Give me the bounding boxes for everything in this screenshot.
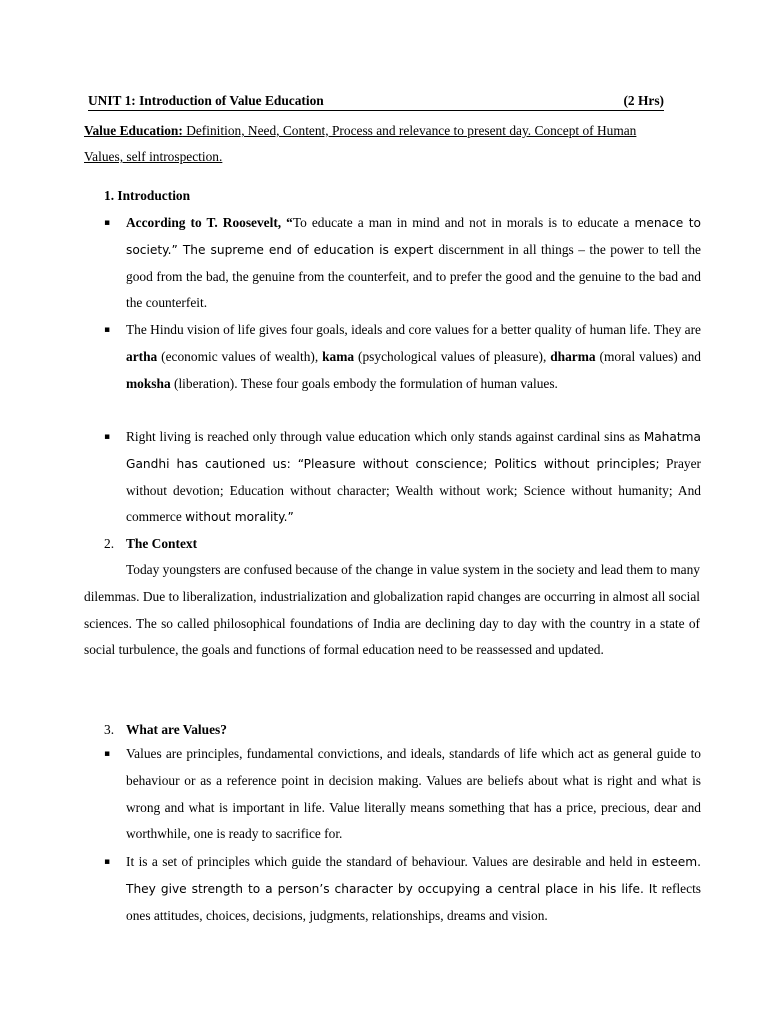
bullet-text: The Hindu vision of life gives four goals, ideals and core values for a better quality of human life. They are artha (economic values of wealth), kama (psychological values of pleasure), dharma (moral values) and moksha (liberation). These four goals embody the formulation of human values. bbox=[126, 322, 701, 391]
bullet-icon: ▪ bbox=[104, 857, 111, 867]
section-number: 3. bbox=[104, 722, 115, 737]
bullet-icon: ▪ bbox=[104, 325, 111, 335]
topic-label: Value Education: bbox=[84, 123, 183, 138]
list-item bbox=[104, 849, 704, 929]
list-item bbox=[104, 210, 704, 317]
section-heading-context: The Context bbox=[126, 536, 198, 551]
unit-title: UNIT 1: Introduction of Value Education bbox=[88, 93, 324, 108]
topic-text: Definition, Need, Content, Process and relevance to present day. Concept of Human Values, self introspection. bbox=[84, 123, 637, 164]
topic-line bbox=[84, 118, 674, 170]
section-heading-introduction: 1. Introduction bbox=[104, 188, 191, 203]
unit-heading bbox=[88, 92, 664, 111]
bullet-icon: ▪ bbox=[104, 749, 111, 759]
bullet-text: Values are principles, fundamental convictions, and ideals, standards of life which act as general guide to behaviour or as a reference point in decision making. Values are beliefs about what is right and what is wrong and what is important in life. Value literally means something that has a price, precious, dear and worthwhile, one is ready to sacrifice for. bbox=[126, 746, 701, 842]
list-item bbox=[104, 424, 704, 531]
bullet-text: Right living is reached only through value education which only stands against cardinal sins as Mahatma Gandhi has cautioned us: “Pleasure without conscience; Politics without principles; Prayer without devotion; Education without character; Wealth without work; Science without humanity; And commerce without morality.” bbox=[126, 429, 702, 525]
bullet-text: According to T. Roosevelt, “To educate a man in mind and not in morals is to educate a menace to society.” The supreme end of education is expert discernment in all things – the power to tell the good from the bad, the genuine from the counterfeit, and to prefer the good and the genuine to the bad and the counterfeit. bbox=[126, 215, 701, 311]
section-number: 2. bbox=[104, 536, 115, 551]
context-paragraph: Today youngsters are confused because of the change in value system in the society and lead them to many dilemmas. Due to liberalization, industrialization and globalization rapid changes are occurring in almost all social sciences. The so called philosophical foundations of India are declining day to day with the country in a state of social turbulence, the goals and functions of formal education need to be reassessed and updated. bbox=[84, 562, 700, 658]
unit-hours: (2 Hrs) bbox=[623, 93, 664, 108]
bullet-icon: ▪ bbox=[104, 432, 111, 442]
bullet-text: It is a set of principles which guide the standard of behaviour. Values are desirable and held in esteem. They give strength to a person’s character by occupying a central place in his life. It reflects ones attitudes, choices, decisions, judgments, relationships, dreams and vision. bbox=[126, 854, 701, 923]
list-item bbox=[104, 741, 704, 848]
section-heading-values: What are Values? bbox=[126, 722, 227, 737]
bullet-icon: ▪ bbox=[104, 218, 111, 228]
list-item bbox=[104, 317, 704, 397]
